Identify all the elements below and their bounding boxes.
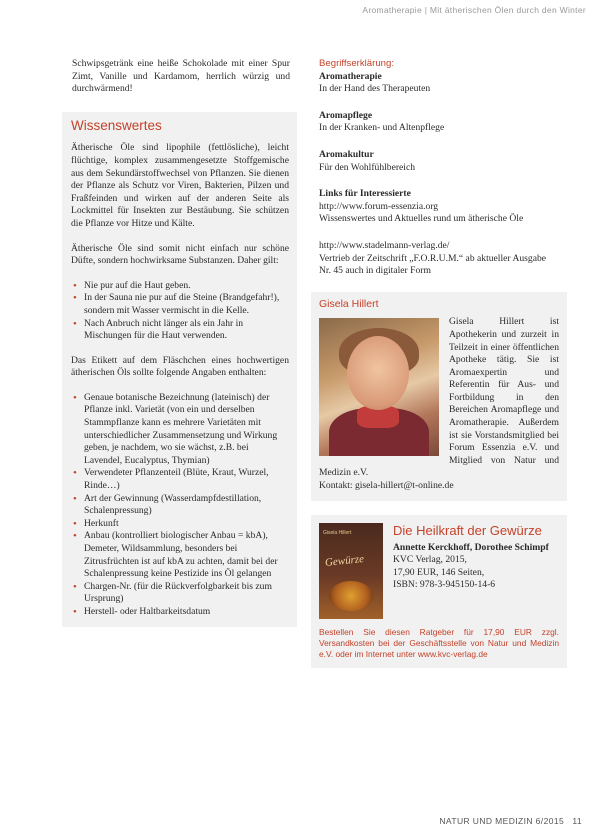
page-footer: [439, 816, 582, 826]
list-item: • Art der Gewinnung (Wasserdampfdestillation, Schalenpressung): [84, 493, 289, 518]
box-paragraph-1: Ätherische Öle sind lipophile (fettlösliche), leicht flüchtige, komplex zusammengesetzte Stoffgemische aus dem Sekundärstoffwechsel von Pflanzen. Sie dienen der Pflanze als Schutz vor Viren, Bakterien, Pilzen und Fraßfeinden und wirken auf der anderen Seite als Lockmittel für Insekten zur Bestäubung. Sie schützen die Pflanze vor Hitze und Kälte.: [71, 142, 289, 229]
photo-face: [347, 336, 409, 410]
book-publisher: KVC Verlag, 2015,: [393, 554, 467, 566]
glossary-term: Aromakultur: [319, 148, 374, 160]
label-list: [71, 392, 289, 619]
glossary-entry: [319, 71, 555, 96]
box-paragraph-2: Ätherische Öle sind somit nicht einfach nur schöne Düfte, sondern hochwirksame Substanzen. Daher gilt:: [71, 242, 289, 267]
book-isbn: ISBN: 978-3-945150-14-6: [393, 579, 496, 591]
glossary-definition: In der Kranken- und Altenpflege: [319, 122, 445, 134]
author-photo: [319, 318, 439, 456]
list-item: • Genaue botanische Bezeichnung (lateinisch) der Pflanze inkl. Varietät (von ein und derselben Stammpflanze kann es mehrere Varietäten mit unterschiedlicher Zusammensetzung und Wirkung geben, je nachdem, wo sie wächst, z.B. bei Lavendel, Eucalyptus, Thymian): [84, 392, 289, 468]
link-stadelmann[interactable]: http://www.stadelmann-verlag.de/: [319, 239, 450, 251]
running-head: Aromatherapie | Mit ätherischen Ölen durch den Winter: [362, 5, 586, 15]
link-description: Wissenswertes und Aktuelles rund um ätherische Öle: [319, 213, 524, 225]
book-price: 17,90 EUR, 146 Seiten,: [393, 566, 485, 578]
link-forum-essenzia[interactable]: http://www.forum-essenzia.org: [319, 200, 439, 212]
list-item: • In der Sauna nie pur auf die Steine (Brandgefahr!), sondern mit Wasser vermischt in die Kelle.: [84, 292, 289, 317]
author-contact[interactable]: Kontakt: gisela-hillert@t-online.de: [319, 480, 454, 492]
left-column: [72, 58, 290, 627]
footer-magazine: NATUR UND MEDIZIN 6/2015: [439, 816, 565, 826]
list-item: • Herkunft: [84, 518, 289, 531]
list-item: • Anbau (kontrolliert biologischer Anbau = kbA), Demeter, Wildsammlung, besonders bei Zitrusfrüchten ist auf kbA zu achten, damit bei der Schalenpressung keine Pestizide ins Öl gelangen: [84, 530, 289, 580]
right-column: [319, 58, 559, 668]
glossary-definition: In der Hand des Therapeuten: [319, 83, 431, 95]
cover-author: Gisela Hillert: [323, 529, 352, 536]
cover-title: Gewürze: [324, 552, 365, 569]
order-notice: Bestellen Sie diesen Ratgeber für 17,90 EUR zzgl. Versandkosten bei der Geschäftsstelle von Natur und Medizin e.V. oder im Internet unter www.kvc-verlag.de: [319, 626, 559, 659]
author-bio: Gisela Hillert ist Apothekerin und zurzeit in Teilzeit in einer öffentlichen Apotheke tätig. Sie ist Aromaexpertin und Referentin für Aus- und Fortbildung in den Bereichen Aromapflege und Aromatherapie. Außerdem ist sie Vorstandsmitglied bei Forum Essenzia e.V. und Mitglied von Natur und Medizin e.V.: [319, 316, 559, 479]
book-box: [311, 515, 567, 668]
links-heading: Links für Interessierte: [319, 188, 411, 200]
author-name: Gisela Hillert: [319, 297, 379, 310]
author-box: [311, 292, 567, 501]
box-title: Wissenswertes: [71, 117, 162, 133]
list-item: • Nie pur auf die Haut geben.: [84, 280, 289, 293]
safety-list: [71, 280, 289, 343]
wissenswertes-box: [62, 112, 297, 627]
list-item: • Chargen-Nr. (für die Rückverfolgbarkeit bis zum Ursprung): [84, 581, 289, 606]
links-section: [319, 188, 555, 226]
glossary-term: Aromapflege: [319, 109, 373, 121]
glossary-entry: [319, 110, 555, 135]
link-description: Vertrieb der Zeitschrift „F.O.R.U.M.“ ab aktueller Ausgabe Nr. 45 auch in digitaler Form: [319, 252, 547, 277]
page-number: 11: [572, 816, 582, 826]
book-cover-image: [319, 523, 383, 619]
glossary-definition: Für den Wohlfühlbereich: [319, 161, 416, 173]
glossary-entry: [319, 149, 555, 174]
book-authors: Annette Kerckhoff, Dorothee Schimpf: [393, 541, 549, 553]
glossary-term: Aromatherapie: [319, 70, 382, 82]
list-item: • Nach Anbruch nicht länger als ein Jahr in Mischungen für die Haut verwenden.: [84, 318, 289, 343]
list-item: • Verwendeter Pflanzenteil (Blüte, Kraut, Wurzel, Rinde…): [84, 467, 289, 492]
list-item: • Herstell- oder Haltbarkeitsdatum: [84, 606, 289, 619]
intro-paragraph: Schwipsgetränk eine heiße Schokolade mit einer Spur Zimt, Vanille und Kardamom, herrlich würzig und durchwärmend!: [72, 58, 290, 95]
book-title: Die Heilkraft der Gewürze: [393, 522, 542, 538]
glossary-heading: Begriffserklärung:: [319, 58, 395, 69]
spice-dish: [329, 581, 373, 611]
links-section-2: [319, 240, 555, 278]
box-paragraph-3: Das Etikett auf dem Fläschchen eines hochwertigen ätherischen Öls sollte folgende Angaben enthalten:: [71, 354, 289, 379]
